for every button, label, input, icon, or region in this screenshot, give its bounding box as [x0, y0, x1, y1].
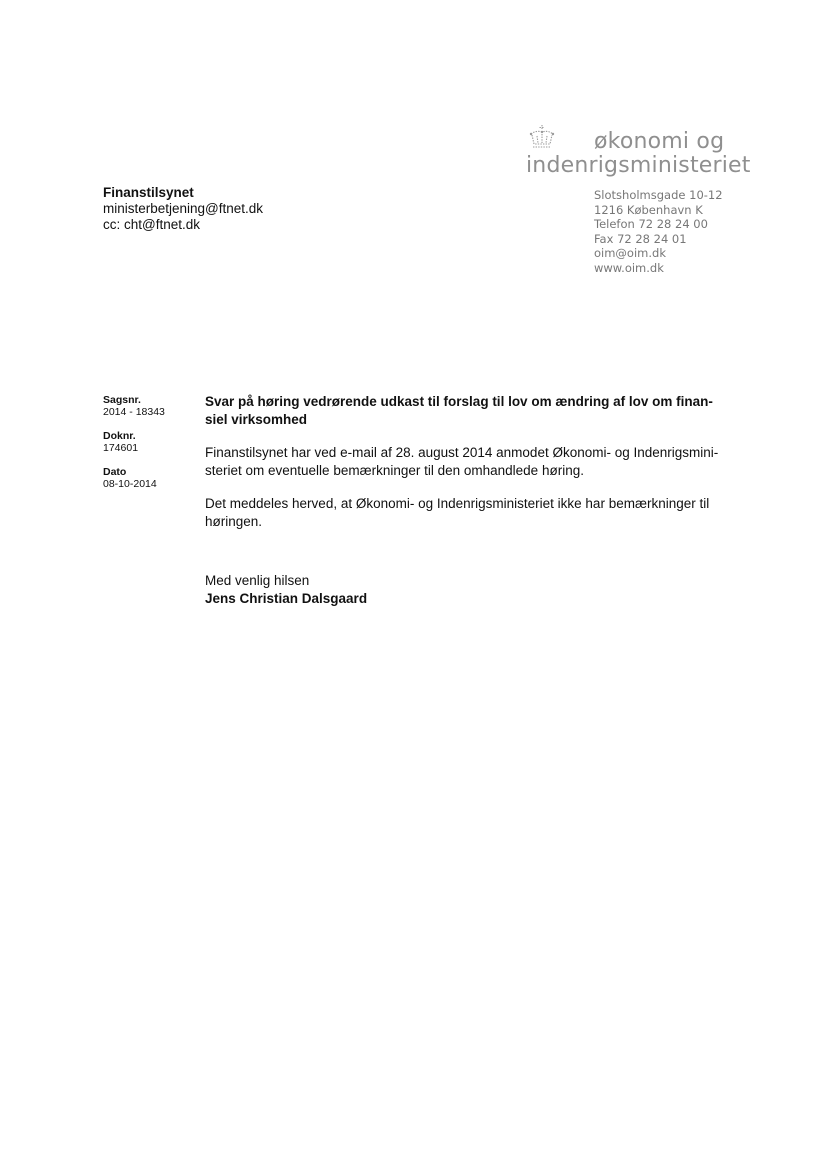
- paragraph-2-line-1: Det meddeles herved, at Økonomi- og Indenrigsministeriet ikke har bemærkninger til: [205, 496, 710, 511]
- paragraph-1-line-1: Finanstilsynet har ved e-mail af 28. august 2014 anmodet Økonomi- og Indenrigsmini-: [205, 445, 719, 460]
- sender-website: www.oim.dk: [594, 260, 664, 275]
- sender-email: oim@oim.dk: [594, 246, 666, 261]
- greeting: Med venlig hilsen: [205, 573, 310, 588]
- paragraph-1: [205, 444, 725, 480]
- sagsnr-value: 2014 - 18343: [103, 406, 165, 418]
- doknr-block: [103, 430, 165, 454]
- doknr-label: Doknr.: [103, 430, 136, 442]
- paragraph-1-line-2: steriet om eventuelle bemærkninger til den omhandlede høring.: [205, 463, 584, 478]
- recipient-email: ministerbetjening@ftnet.dk: [103, 201, 264, 216]
- dato-block: [103, 466, 165, 490]
- sender-fax: Fax 72 28 24 01: [594, 231, 687, 246]
- subject-line-1: Svar på høring vedrørende udkast til forslag til lov om ændring af lov om finan-: [205, 394, 713, 409]
- closing-block: [205, 572, 725, 608]
- dato-label: Dato: [103, 466, 127, 478]
- recipient-block: [103, 185, 263, 233]
- sender-street: Slotsholmsgade 10-12: [594, 188, 723, 202]
- recipient-name: Finanstilsynet: [103, 185, 194, 200]
- letter-subject: [205, 393, 725, 429]
- crown-icon: [527, 124, 557, 150]
- sender-phone: Telefon 72 28 24 00: [594, 217, 708, 232]
- sender-address-block: [594, 188, 723, 276]
- doknr-value: 174601: [103, 442, 139, 454]
- sagsnr-label: Sagsnr.: [103, 394, 141, 406]
- paragraph-2: [205, 495, 725, 531]
- signer-name: Jens Christian Dalsgaard: [205, 591, 368, 606]
- ministry-logo: [522, 118, 751, 188]
- logo-text-line2: indenrigsministeriet: [526, 153, 751, 178]
- case-metadata: [103, 394, 165, 502]
- dato-value: 08-10-2014: [103, 478, 157, 490]
- recipient-cc: cc: cht@ftnet.dk: [103, 217, 200, 232]
- sagsnr-block: [103, 394, 165, 418]
- letter-body: [205, 393, 725, 608]
- paragraph-2-line-2: høringen.: [205, 514, 263, 529]
- logo-text-line1: økonomi og: [594, 129, 725, 154]
- subject-line-2: siel virksomhed: [205, 412, 308, 427]
- sender-city: 1216 København K: [594, 202, 703, 217]
